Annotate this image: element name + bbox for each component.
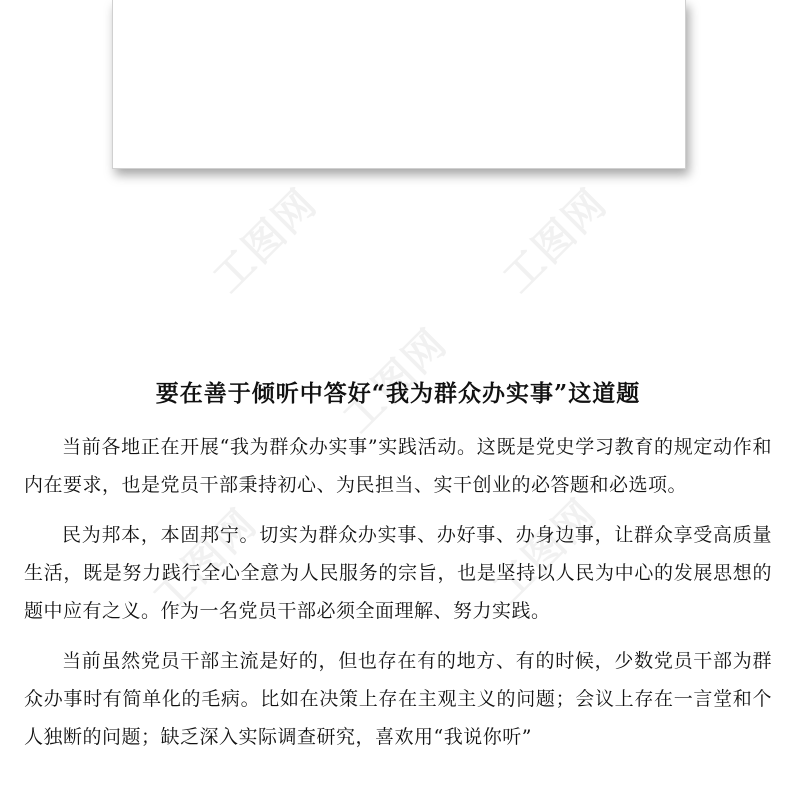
document-title: 要在善于倾听中答好“我为群众办实事”这道题 <box>155 380 641 407</box>
watermark: 工图网 <box>144 500 267 622</box>
cover-image-card <box>112 0 686 169</box>
paragraph: 当前各地正在开展“我为群众办实事”实践活动。这既是党史学习教育的规定动作和内在要求，也是党员干部秉持初心、为民担当、实干创业的必答题和必选项。 <box>24 436 772 496</box>
document-body <box>24 372 772 756</box>
watermark: 工图网 <box>204 180 327 302</box>
watermark: 工图网 <box>494 180 617 302</box>
paragraph: 当前虽然党员干部主流是好的，但也存在有的地方、有的时候，少数党员干部为群众办事时有简单化的毛病。比如在决策上存在主观主义的问题；会议上存在一言堂和个人独断的问题；缺乏深入实际调查研究，喜欢用“我说你听” <box>24 650 772 748</box>
paragraph: 民为邦本，本固邦宁。切实为群众办实事、办好事、办身边事，让群众享受高质量生活，既是努力践行全心全意为人民服务的宗旨，也是坚持以人民为中心的发展思想的题中应有之义。作为一名党员干部必须全面理解、努力实践。 <box>24 524 772 622</box>
watermark: 工图网 <box>484 490 607 612</box>
watermark: 工图网 <box>334 320 457 442</box>
